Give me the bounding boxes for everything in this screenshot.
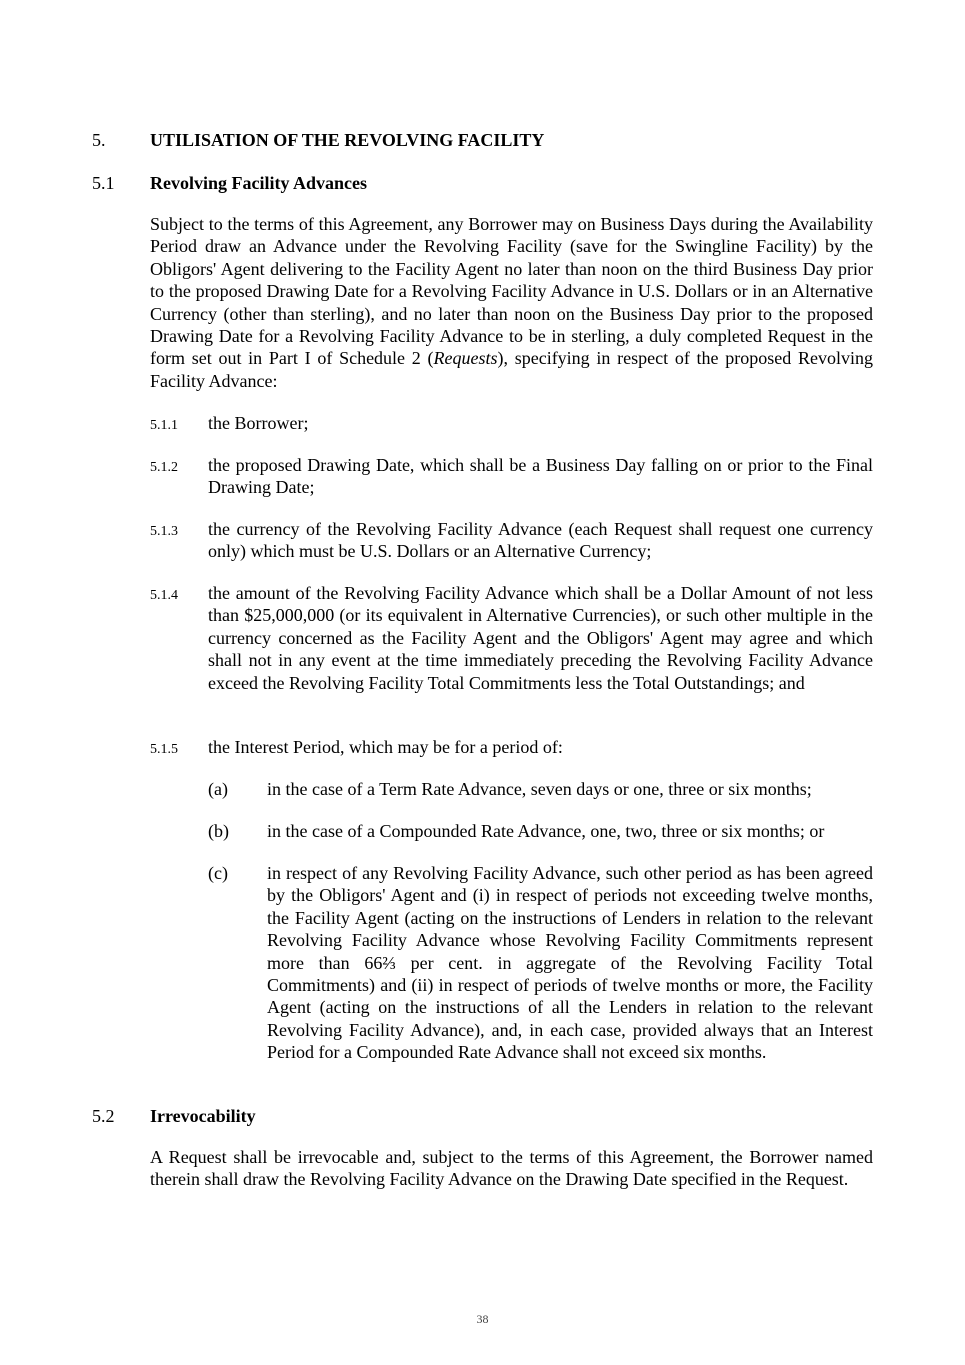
subitem-text: in respect of any Revolving Facility Advance, such other period as has been agreed by the Obligors' Agent and (i) in respect of periods not exceeding twelve months, the Facility Agent (acting on the instructions of Lenders in relation to the relevant Revolving Facility Advance whose Revolving Facility Commitments represent more than 66⅔ per cent. in aggregate of the Revolving Facility Total Commitments) and (ii) in respect of periods of twelve months or more, the Facility Agent (acting on the instructions of all the Lenders in relation to the relevant Revolving Facility Advance), and, in each case, provided always that an Interest Period for a Compounded Rate Advance shall not exceed six months. <box>267 863 873 1063</box>
section-number: 5. <box>92 130 106 150</box>
requests-italic: Requests <box>433 348 498 369</box>
item-text: the proposed Drawing Date, which shall be a Business Day falling on or prior to the Final Drawing Date; <box>208 455 873 498</box>
subitem-label: (c) <box>208 863 228 883</box>
section-title: UTILISATION OF THE REVOLVING FACILITY <box>150 130 545 150</box>
clause-5-2-heading: Irrevocability <box>150 1106 256 1126</box>
item-text: the Interest Period, which may be for a period of: <box>208 737 563 757</box>
clause-5-1-number: 5.1 <box>92 173 115 193</box>
item-text: the amount of the Revolving Facility Advance which shall be a Dollar Amount of not less than $25,000,000 (or its equivalent in Alternative Currencies), or such other multiple in the currency concerned as the Facility Agent and the Obligors' Agent may agree and which shall not in any event at the time immediately preceding the Revolving Facility Advance exceed the Revolving Facility Total Commitments less the Total Outstandings; and <box>208 583 873 693</box>
page-number: 38 <box>476 1312 489 1326</box>
item-text: the currency of the Revolving Facility Advance (each Request shall request one currency only) which must be U.S. Dollars or an Alternative Currency; <box>208 519 873 562</box>
subitem-text: in the case of a Term Rate Advance, seven days or one, three or six months; <box>267 779 812 799</box>
clause-5-1-paragraph <box>150 213 873 392</box>
clause-5-2-paragraph: A Request shall be irrevocable and, subject to the terms of this Agreement, the Borrower named therein shall draw the Revolving Facility Advance on the Drawing Date specified in the Request. <box>150 1147 873 1190</box>
subitem-label: (b) <box>208 821 229 841</box>
clause-5-1-heading: Revolving Facility Advances <box>150 173 367 193</box>
item-number: 5.1.2 <box>150 460 178 475</box>
item-number: 5.1.3 <box>150 524 178 539</box>
clause-5-2-number: 5.2 <box>92 1106 115 1126</box>
clause-5-1-paragraph-text: Subject to the terms of this Agreement, any Borrower may on Business Days during the Availability Period draw an Advance under the Revolving Facility (save for the Swingline Facility) by the Obligors' Agent delivering to the Facility Agent no later than noon on the third Business Day prior to the proposed Drawing Date for a Revolving Facility Advance in U.S. Dollars or in an Alternative Currency (other than sterling), and no later than noon on the Business Day prior to the proposed Drawing Date for a Revolving Facility Advance to be in sterling, a duly completed Request in the form set out in Part I of Schedule 2 ( <box>150 214 873 369</box>
clause-5-1-paragraph-tail: ), specifying in respect of the proposed Revolving Facility Advance: <box>150 348 873 391</box>
item-number: 5.1.5 <box>150 742 178 757</box>
subitem-text: in the case of a Compounded Rate Advance, one, two, three or six months; or <box>267 821 825 841</box>
item-text: the Borrower; <box>208 413 309 433</box>
item-number: 5.1.4 <box>150 588 178 603</box>
item-number: 5.1.1 <box>150 418 178 433</box>
subitem-label: (a) <box>208 779 228 799</box>
